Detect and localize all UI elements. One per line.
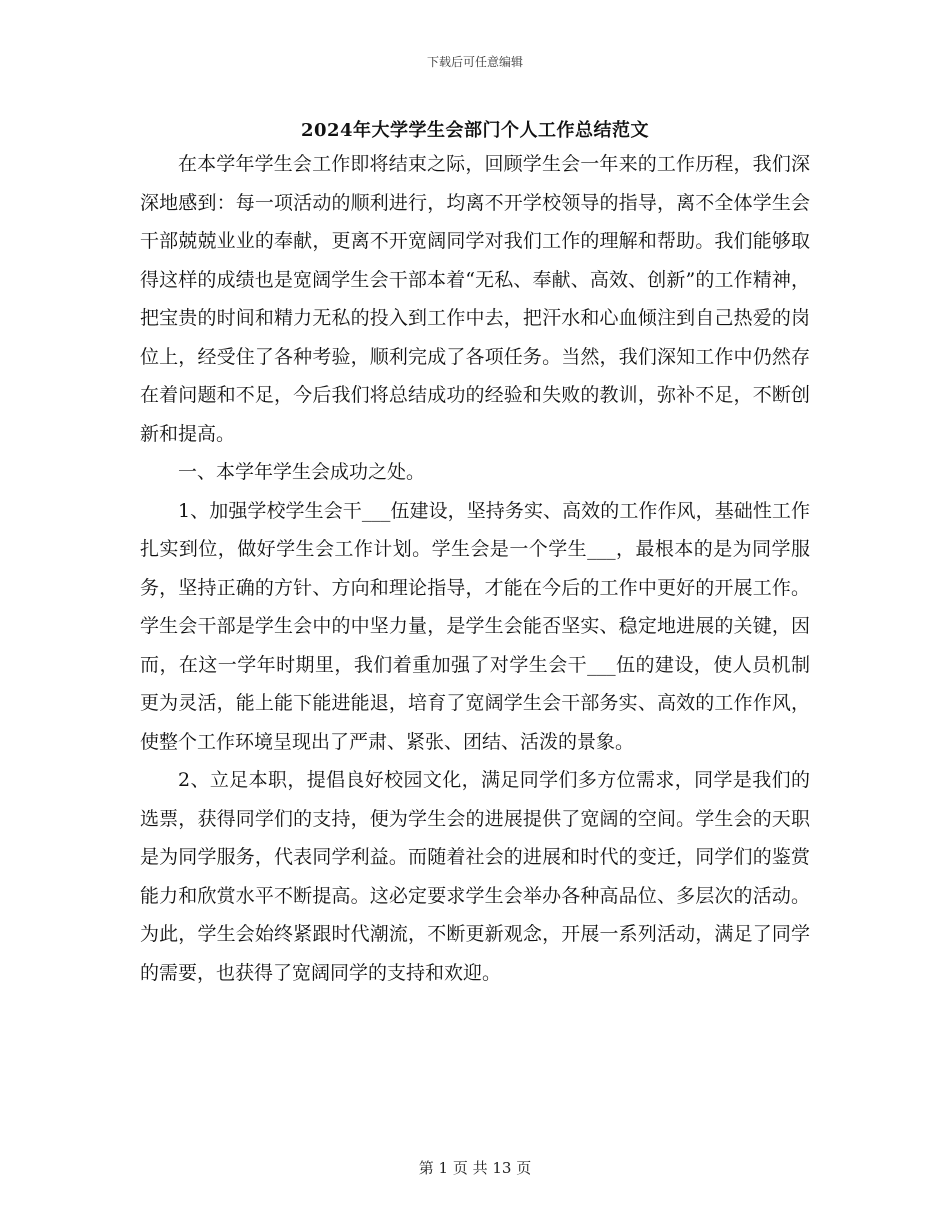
paragraph-item-1: 1、加强学校学生会干___伍建设，坚持务实、高效的工作作风，基础性工作扎实到位，做好学生会工作计划。学生会是一个学生___，最根本的是为同学服务，坚持正确的方针、方向和理论指导，才能在今后的工作中更好的开展工作。学生会干部是学生会中的中坚力量，是学生会能否坚实、稳定地进展的关键，因而，在这一学年时期里，我们着重加强了对学生会干___伍的建设，使人员机制更为灵活，能上能下能进能退，培育了宽阔学生会干部务实、高效的工作作风，使整个工作环境呈现出了严肃、紧张、团结、活泼的景象。 (140, 499, 810, 753)
header-note: 下载后可任意编辑 (426, 55, 523, 69)
section-heading: 一、本学年学生会成功之处。 (178, 461, 426, 483)
document-body (140, 145, 810, 992)
page-number-footer: 第 1 页 共 13 页 (418, 1159, 532, 1177)
paragraph-item-2: 2、立足本职，提倡良好校园文化，满足同学们多方位需求，同学是我们的选票，获得同学们的支持，便为学生会的进展提供了宽阔的空间。学生会的天职是为同学服务，代表同学利益。而随着社会的进展和时代的变迁，同学们的鉴赏能力和欣赏水平不断提高。这必定要求学生会举办各种高品位、多层次的活动。为此，学生会始终紧跟时代潮流，不断更新观念，开展一系列活动，满足了同学的需要，也获得了宽阔同学的支持和欢迎。 (140, 769, 810, 984)
paragraph-intro: 在本学年学生会工作即将结束之际，回顾学生会一年来的工作历程，我们深深地感到：每一项活动的顺利进行，均离不开学校领导的指导，离不全体学生会干部兢兢业业的奉献，更离不开宽阔同学对我们工作的理解和帮助。我们能够取得这样的成绩也是宽阔学生会干部本着“无私、奉献、高效、创新”的工作精神，把宝贵的时间和精力无私的投入到工作中去，把汗水和心血倾注到自己热爱的岗位上，经受住了各种考验，顺利完成了各项任务。当然，我们深知工作中仍然存在着问题和不足，今后我们将总结成功的经验和失败的教训，弥补不足，不断创新和提高。 (140, 153, 810, 445)
document-title: 2024年大学学生会部门个人工作总结范文 (300, 120, 650, 141)
